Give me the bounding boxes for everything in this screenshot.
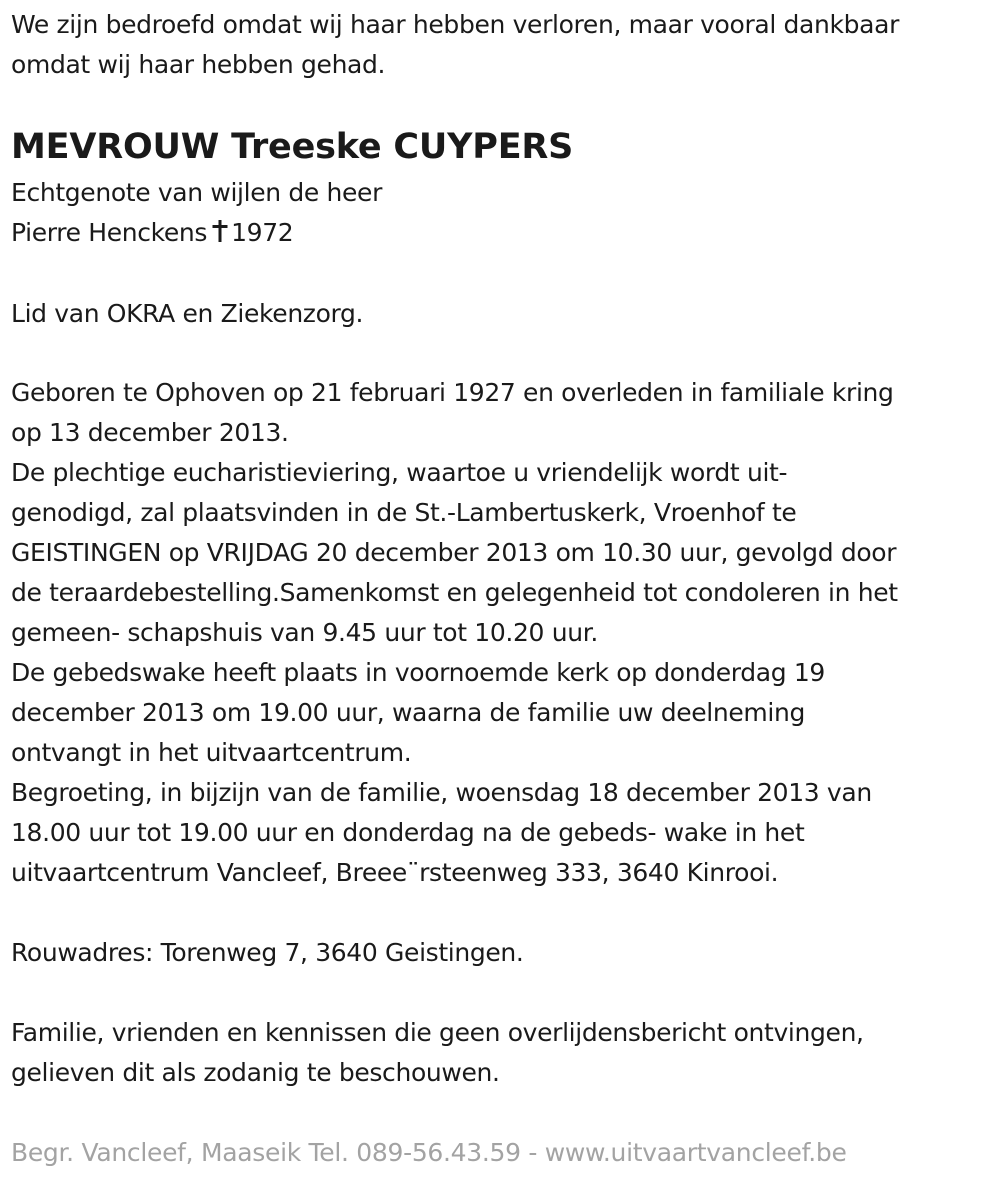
mourning-address <box>11 933 524 973</box>
spouse-line: Echtgenote van wijlen de heer <box>11 178 383 207</box>
notice-line: gelieven dit als zodanig te beschouwen. <box>11 1058 500 1087</box>
address-line: Rouwadres: Torenweg 7, 3640 Geistingen. <box>11 938 524 967</box>
cross-icon <box>211 215 229 239</box>
spouse-info <box>11 173 382 253</box>
funeral-home-footer: Begr. Vancleef, Maaseik Tel. 089-56.43.59 - www.uitvaartvancleef.be <box>11 1138 847 1167</box>
details-line: 18.00 uur tot 19.00 uur en donderdag na de gebeds- wake in het <box>11 818 805 847</box>
membership-line: Lid van OKRA en Ziekenzorg. <box>11 299 364 328</box>
details-line: De gebedswake heeft plaats in voornoemde kerk op donderdag 19 <box>11 658 825 687</box>
notice-line: Familie, vrienden en kennissen die geen overlijdensbericht ontvingen, <box>11 1018 864 1047</box>
intro-line: We zijn bedroefd omdat wij haar hebben verloren, maar vooral dankbaar <box>11 10 900 39</box>
details-line: De plechtige eucharistieviering, waartoe u vriendelijk wordt uit- <box>11 458 788 487</box>
details-line: Geboren te Ophoven op 21 februari 1927 en overleden in familiale kring <box>11 378 894 407</box>
details-line: uitvaartcentrum Vancleef, Breee¨rsteenweg 333, 3640 Kinrooi. <box>11 858 779 887</box>
funeral-details <box>11 373 898 893</box>
spouse-name: Pierre Henckens <box>11 218 208 247</box>
intro-line: omdat wij haar hebben gehad. <box>11 50 386 79</box>
membership <box>11 294 363 334</box>
details-line: december 2013 om 19.00 uur, waarna de familie uw deelneming <box>11 698 806 727</box>
spouse-death-year: 1972 <box>231 218 294 247</box>
details-line: genodigd, zal plaatsvinden in de St.-Lambertuskerk, Vroenhof te <box>11 498 797 527</box>
intro-quote <box>11 5 899 85</box>
closing-notice <box>11 1013 864 1093</box>
details-line: Begroeting, in bijzijn van de familie, woensdag 18 december 2013 van <box>11 778 872 807</box>
spouse-name-line <box>11 213 382 253</box>
details-line: gemeen- schapshuis van 9.45 uur tot 10.20 uur. <box>11 618 598 647</box>
deceased-name: MEVROUW Treeske CUYPERS <box>11 127 574 167</box>
details-line: ontvangt in het uitvaartcentrum. <box>11 738 412 767</box>
details-line: GEISTINGEN op VRIJDAG 20 december 2013 om 10.30 uur, gevolgd door <box>11 538 897 567</box>
details-line: op 13 december 2013. <box>11 418 289 447</box>
details-line: de teraardebestelling.Samenkomst en gelegenheid tot condoleren in het <box>11 578 898 607</box>
